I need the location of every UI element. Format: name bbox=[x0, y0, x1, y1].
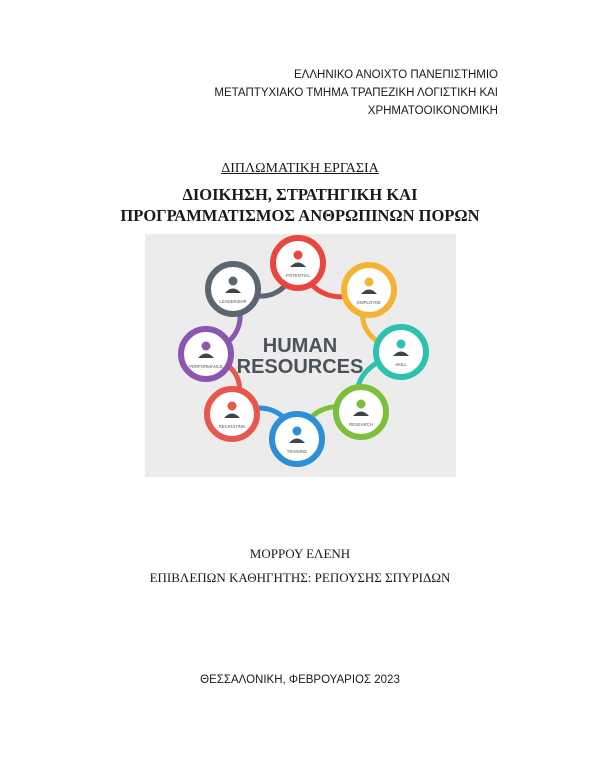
center-text-resources: RESOURCES bbox=[236, 356, 364, 378]
hr-node-training bbox=[272, 414, 322, 464]
hr-node-performance bbox=[181, 329, 231, 379]
department-line-2: ΧΡΗΜΑΤΟΟΙΚΟΝΟΜΙΚΗ bbox=[367, 105, 498, 117]
hr-node-potential bbox=[273, 238, 323, 288]
center-text-human: HUMAN bbox=[262, 335, 338, 357]
node-label: EMPLOYEE bbox=[357, 300, 381, 305]
thesis-title-line-1: ΔΙΟΙΚΗΣΗ, ΣΤΡΑΤΗΓΙΚΗ ΚΑΙ bbox=[182, 185, 418, 204]
human-resources-diagram bbox=[145, 234, 456, 477]
hr-node-recruiting bbox=[207, 389, 257, 439]
document-type: ΔΙΠΛΩΜΑΤΙΚΗ ΕΡΓΑΣΙΑ bbox=[221, 161, 379, 176]
thesis-title-line-2: ΠΡΟΓΡΑΜΜΑΤΙΣΜΟΣ ΑΝΘΡΩΠΙΝΩΝ ΠΟΡΩΝ bbox=[120, 206, 480, 225]
supervisor-line: ΕΠΙΒΛΕΠΩΝ ΚΑΘΗΓΗΤΗΣ: ΡΕΠΟΥΣΗΣ ΣΠΥΡΙΔΩΝ bbox=[149, 570, 451, 585]
node-label: LEADERSHIP bbox=[219, 299, 247, 304]
node-label: PERFORMANCE bbox=[189, 364, 223, 369]
node-label: SKILL bbox=[395, 362, 407, 367]
institution-block bbox=[214, 66, 498, 120]
hr-node-research bbox=[336, 387, 386, 437]
node-label: POTENTIAL bbox=[286, 273, 310, 278]
hr-node-skill bbox=[376, 327, 426, 377]
node-label: RECRUITING bbox=[218, 424, 246, 429]
node-label: TRAINING bbox=[286, 449, 308, 454]
institution-name: ΕΛΛΗΝΙΚΟ ΑΝΟΙΧΤΟ ΠΑΝΕΠΙΣΤΗΜΙΟ bbox=[293, 69, 498, 81]
hr-node-employee bbox=[344, 265, 394, 315]
node-label: RESEARCH bbox=[349, 422, 373, 427]
place-and-date: ΘΕΣΣΑΛΟΝΙΚΗ, ΦΕΒΡΟΥΑΡΙΟΣ 2023 bbox=[200, 674, 400, 686]
hr-node-leadership bbox=[208, 264, 258, 314]
human-resources-figure bbox=[145, 234, 456, 477]
author-name: ΜΟΡΡΟΥ ΕΛΕΝΗ bbox=[249, 546, 351, 561]
thesis-title bbox=[0, 184, 600, 226]
department-line-1: ΜΕΤΑΠΤΥΧΙΑΚΟ ΤΜΗΜΑ ΤΡΑΠΕΖΙΚΗ ΛΟΓΙΣΤΙΚΗ ΚΑΙ bbox=[214, 87, 498, 99]
